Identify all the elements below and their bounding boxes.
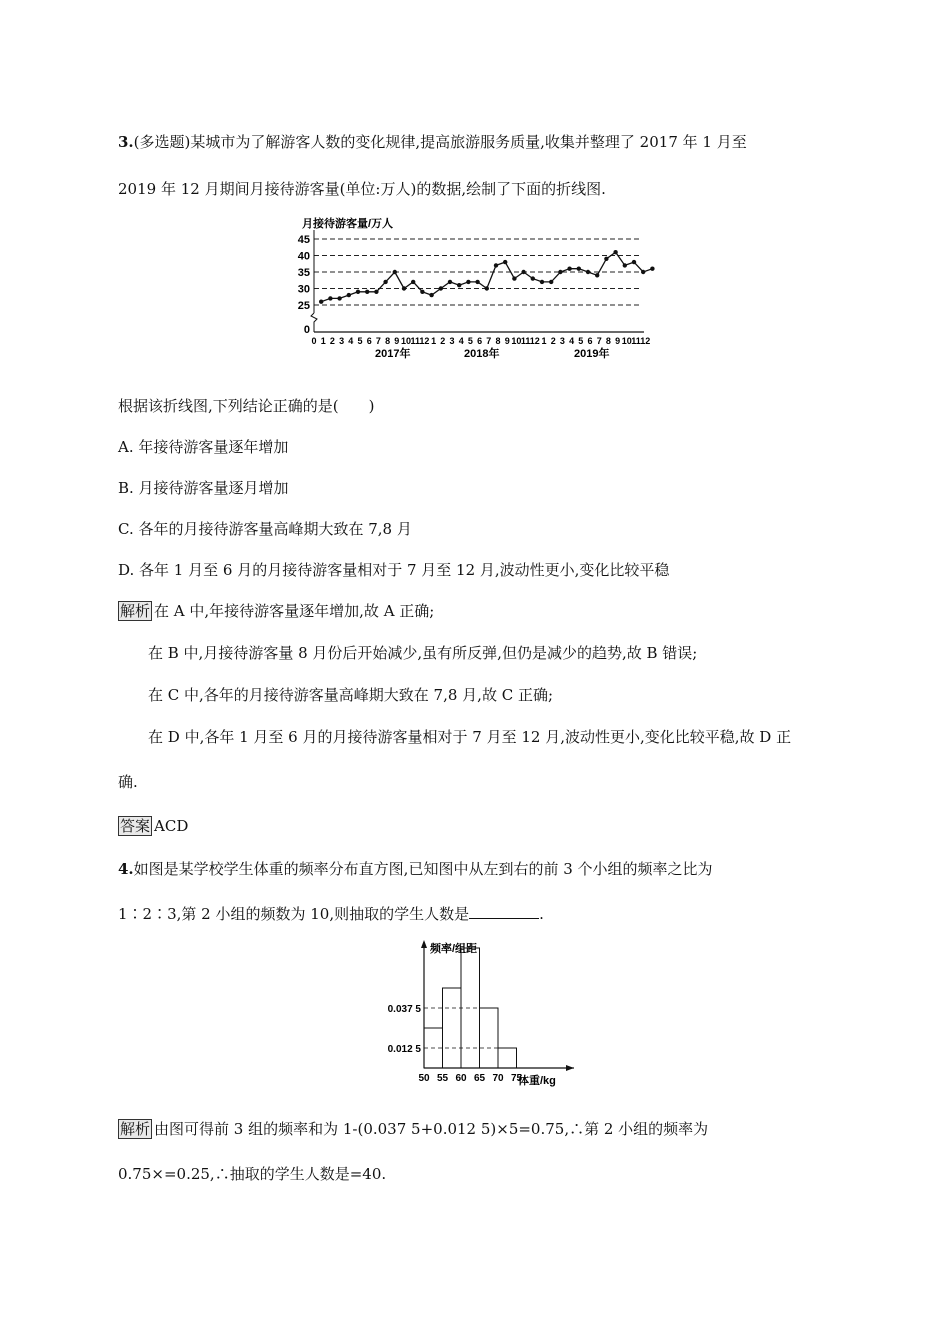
line-xtick-label: 11 [631,336,641,346]
visitor-data-point [448,280,452,284]
line-ytick-label: 0 [303,324,310,336]
line-xtick-label: 6 [366,336,372,346]
answer-blank[interactable] [469,904,539,919]
line-xtick-label: 1 [431,336,437,346]
q4-stem-text1: 如图是某学校学生体重的频率分布直方图,已知图中从左到右的前 3 个小组的频率之比为 [133,860,713,878]
q3-analysis-line1 [118,600,434,621]
hist-ytick-label: 0.012 5 [387,1044,421,1055]
visitor-data-point [411,280,415,284]
line-ytick-label: 45 [297,234,310,246]
visitor-data-point [613,250,617,254]
histogram-bar [498,1048,517,1068]
line-xtick-label: 9 [504,336,510,346]
line-xtick-label: 2 [550,336,556,346]
line-xtick-label: 7 [486,336,492,346]
year-label-2017: 2017年 [375,348,411,360]
q4-stem-period: . [539,905,544,923]
year-label-2018: 2018年 [464,348,500,360]
visitor-data-point [623,263,627,267]
line-xtick-label: 9 [615,336,621,346]
q4-analysis-line2: 0.75×=0.25,∴抽取的学生人数是=40. [118,1165,387,1183]
line-xtick-label: 10 [400,336,412,346]
line-ytick-label: 30 [297,283,310,296]
visitor-data-point [531,276,535,280]
visitor-data-point [558,270,562,274]
histogram-xlabel: 体重/kg [518,1075,556,1087]
hist-xtick-label: 65 [473,1073,486,1084]
q3-analysis-line5: 确. [118,773,138,791]
q3-answer-tag: 答案 [120,817,151,835]
visitor-data-point [632,260,636,264]
line-xtick-label: 1 [541,336,547,346]
line-xtick-label: 8 [495,336,501,346]
line-xtick-label: 0 [311,336,317,346]
histogram-ylabel: 频率/组距 [430,943,478,955]
q4-analysis-line1 [118,1118,708,1139]
q3-analysis-line3: 在 C 中,各年的月接待游客量高峰期大致在 7,8 月,故 C 正确; [148,686,554,704]
line-xtick-label: 5 [357,336,363,346]
line-xtick-label: 3 [559,336,565,346]
line-xtick-label: 3 [339,336,345,346]
q3-prompt: 根据该折线图,下列结论正确的是( ) [118,397,375,415]
visitor-data-point [595,273,599,277]
visitor-data-point [429,293,433,297]
visitor-data-point [494,263,498,267]
visitor-data-point [503,260,507,264]
q4-stem-line2 [118,903,544,924]
q3-stem-line2: 2019 年 12 月期间月接待游客量(单位:万人)的数据,绘制了下面的折线图. [118,180,606,198]
q3-analysis-tag: 解析 [120,602,151,620]
q3-option-b: B. 月接待游客量逐月增加 [118,479,289,497]
year-label-2019: 2019年 [574,348,610,360]
line-xtick-label: 8 [385,336,391,346]
line-chart [296,210,660,368]
visitor-data-point [347,293,351,297]
hist-ytick-label: 0.037 5 [387,1004,421,1015]
line-xtick-label: 1 [320,336,326,346]
hist-xtick-label: 75 [510,1073,523,1084]
visitor-data-point [577,267,581,271]
visitor-data-point [549,280,553,284]
line-xtick-label: 5 [578,336,584,346]
line-xtick-label: 11 [410,336,420,346]
visitor-data-point [393,270,397,274]
visitor-data-point [512,276,516,280]
hist-xtick-label: 55 [436,1073,449,1084]
line-xtick-label: 9 [394,336,400,346]
visitor-data-point [586,270,590,274]
q4-analysis-text1: 由图可得前 3 组的频率和为 1-(0.037 5+0.012 5)×5=0.75,∴第 2 小组的频率为 [154,1120,709,1138]
line-xtick-label: 6 [587,336,593,346]
visitor-data-point [337,296,341,300]
hist-y-arrow [421,940,427,948]
line-ytick-label: 35 [297,267,310,279]
line-xtick-label: 4 [569,336,575,346]
visitor-data-point [328,296,332,300]
q4-analysis-tag: 解析 [120,1120,151,1138]
q4-number: 4. [118,860,134,878]
histogram-bar [443,988,462,1068]
line-xtick-label: 10 [511,336,522,346]
visitor-data-point [475,280,479,284]
hist-xtick-label: 60 [455,1073,467,1084]
line-xtick-label: 4 [348,336,354,346]
visitor-data-point [521,270,525,274]
q3-number: 3. [118,133,134,151]
visitor-data-point [567,267,571,271]
visitor-data-point [383,280,387,284]
line-xtick-label: 11 [520,336,531,346]
visitor-series-line [321,252,652,302]
line-xtick-label: 2 [329,336,335,346]
line-xtick-label: 2 [440,336,446,346]
q3-option-d: D. 各年 1 月至 6 月的月接待游客量相对于 7 月至 12 月,波动性更小,变化比较平稳 [118,561,670,579]
q3-analysis-line2: 在 B 中,月接待游客量 8 月份后开始减少,虽有所反弹,但仍是减少的趋势,故 B 错误; [148,644,698,662]
q3-stem-text1: (多选题)某城市为了解游客人数的变化规律,提高旅游服务质量,收集并整理了 2017 年 1 月至 [133,133,747,151]
line-xtick-label: 8 [605,336,611,346]
line-ytick-label: 40 [297,250,310,263]
q4-stem-line1 [118,858,713,879]
q3-answer-line [118,815,188,836]
line-ytick-label: 25 [297,300,310,312]
hist-xtick-label: 70 [492,1073,504,1084]
visitor-data-point [374,290,378,294]
line-chart-ylabel: 月接待游客量/万人 [302,218,394,230]
visitor-data-point [466,280,470,284]
q4-stem-text2: 1∶2∶3,第 2 小组的频数为 10,则抽取的学生人数是 [118,905,470,923]
q3-answer-text: ACD [154,817,189,835]
line-xtick-label: 5 [467,336,473,346]
line-xtick-label: 6 [477,336,483,346]
line-xtick-label: 7 [375,336,381,346]
q3-analysis-line4: 在 D 中,各年 1 月至 6 月的月接待游客量相对于 7 月至 12 月,波动性更小,变化比较平稳,故 D 正 [148,728,792,746]
line-xtick-label: 12 [419,336,430,346]
line-xtick-label: 7 [596,336,602,346]
visitor-data-point [356,290,360,294]
q3-option-c: C. 各年的月接待游客量高峰期大致在 7,8 月 [118,520,412,538]
visitor-data-point [650,267,654,271]
visitor-data-point [365,290,369,294]
q3-stem-line1 [118,131,747,152]
visitor-data-point [439,286,443,290]
visitor-data-point [485,286,489,290]
visitor-data-point [604,257,608,261]
axis-break [311,313,317,332]
visitor-data-point [319,300,323,304]
line-xtick-label: 12 [529,336,540,346]
hist-x-arrow [566,1065,574,1071]
visitor-data-point [641,270,645,274]
hist-xtick-label: 50 [418,1073,430,1084]
histogram-bar [480,1008,499,1068]
q3-analysis-text1: 在 A 中,年接待游客量逐年增加,故 A 正确; [154,602,435,620]
visitor-data-point [420,290,424,294]
histogram [378,936,574,1094]
visitor-data-point [540,280,544,284]
visitor-data-point [457,283,461,287]
line-xtick-label: 12 [640,336,651,346]
visitor-data-point [402,286,406,290]
q3-option-a: A. 年接待游客量逐年增加 [118,438,289,456]
line-xtick-label: 10 [621,336,632,346]
line-xtick-label: 4 [458,336,464,346]
line-xtick-label: 3 [449,336,455,346]
